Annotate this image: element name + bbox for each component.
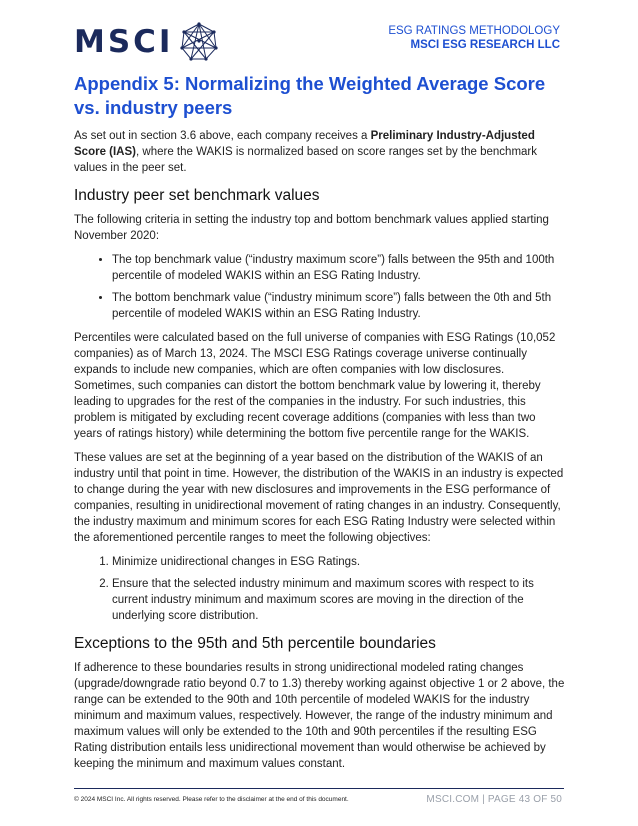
page-number: MSCI.COM | PAGE 43 OF 50 xyxy=(426,794,562,805)
percentile-paragraph: Percentiles were calculated based on the full universe of companies with ESG Ratings (10,052 companies) as of March 13, 2024. The MSCI ESG Ratings coverage universe continually expands to include new companies, which are often companies with low disclosures. Sometimes, such companies can distort the bottom benchmark value by lowering it, thereby leading to upgrades for the rest of the companies in the industry. For such industries, this problem is mitigated by excluding recent coverage additions (companies with less than two years of ratings history) while determining the bottom five percentile range for the WAKIS. xyxy=(74,332,556,440)
page-content xyxy=(74,72,566,780)
header-methodology: ESG RATINGS METHODOLOGY xyxy=(388,25,560,37)
criteria-list xyxy=(74,252,566,322)
intro-paragraph xyxy=(74,128,566,176)
list-item: • The bottom benchmark value (“industry minimum score”) falls between the 0th and 5th percentile of modeled WAKIS within an ESG Rating Industry. xyxy=(112,290,566,322)
list-item: 2. Ensure that the selected industry minimum and maximum scores with respect to its current industry minimum and maximum scores are moving in the direction of the underlying score distribution. xyxy=(112,576,566,624)
section-heading-exceptions: Exceptions to the 95th and 5th percentile boundaries xyxy=(74,635,436,652)
objectives-list xyxy=(74,554,566,624)
globe-icon xyxy=(179,22,219,62)
distribution-paragraph: These values are set at the beginning of a year based on the distribution of the WAKIS of an industry until that point in time. However, the distribution of the WAKIS in an industry is expected to change during the year with new disclosures and improvements in the ESG performance of companies, resulting in unidirectional movement of rating changes in an industry. Consequently, the industry maximum and minimum scores for each ESG Rating Industry were selected within the aforementioned percentile ranges to meet the following objectives: xyxy=(74,452,564,544)
msci-logo xyxy=(74,22,219,62)
list-item: 1. Minimize unidirectional changes in ESG Ratings. xyxy=(112,554,566,570)
page-title: Appendix 5: Normalizing the Weighted Average Score vs. industry peers xyxy=(74,73,546,118)
footer-divider xyxy=(74,788,564,789)
logo-wordmark: MSCI xyxy=(74,23,174,60)
document-header xyxy=(388,24,560,52)
intro-pre: As set out in section 3.6 above, each company receives a xyxy=(74,130,371,142)
intro-bold-term: Preliminary Industry-Adjusted Score (IAS) xyxy=(74,130,535,158)
intro-post: , where the WAKIS is normalized based on score ranges set by the benchmark values in the peer set. xyxy=(74,146,537,174)
list-item: • The top benchmark value (“industry maximum score”) falls between the 95th and 100th percentile of modeled WAKIS within an ESG Rating Industry. xyxy=(112,252,566,284)
exceptions-paragraph: If adherence to these boundaries results in strong unidirectional modeled rating changes (upgrade/downgrade ratio beyond 0.7 to 1.3) thereby working against objective 1 or 2 above, the range can be extended to the 90th and 10th percentile of modeled WAKIS for the industry minimum and maximum values, respectively. However, the range of the industry minimum and maximum values will only be extended to the 10th and 90th percentiles if the resulting ESG Rating distribution entails less unidirectional movement than would otherwise be achieved by keeping the minimum and maximum values constant. xyxy=(74,662,565,770)
criteria-lead: The following criteria in setting the industry top and bottom benchmark values applied starting November 2020: xyxy=(74,214,549,242)
footer-copyright: © 2024 MSCI Inc. All rights reserved. Please refer to the disclaimer at the end of this document. xyxy=(74,796,349,803)
header-company: MSCI ESG RESEARCH LLC xyxy=(410,39,560,51)
section-heading-benchmark: Industry peer set benchmark values xyxy=(74,187,320,204)
